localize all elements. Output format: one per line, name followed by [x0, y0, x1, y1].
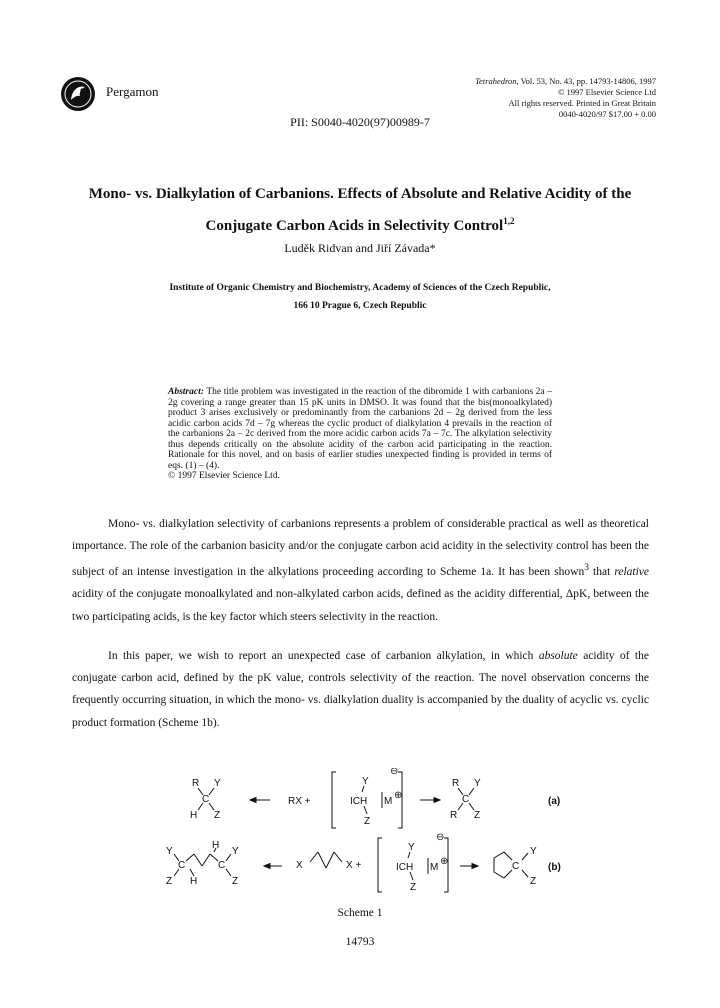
- svg-text:H: H: [190, 876, 198, 887]
- svg-text:(a): (a): [548, 796, 561, 807]
- svg-text:⊕: ⊕: [440, 856, 449, 867]
- abstract-label: Abstract:: [168, 387, 204, 397]
- scheme-1-diagram: [150, 768, 590, 898]
- svg-text:C: C: [462, 794, 470, 805]
- svg-text:M: M: [430, 862, 439, 873]
- svg-text:Z: Z: [474, 810, 481, 821]
- svg-text:Y: Y: [474, 778, 481, 789]
- svg-text:⊖: ⊖: [436, 832, 445, 843]
- svg-text:R: R: [450, 810, 458, 821]
- svg-text:Z: Z: [232, 876, 239, 887]
- pergamon-logo-icon: [60, 76, 96, 112]
- svg-text:Z: Z: [530, 876, 537, 887]
- svg-text:Y: Y: [214, 778, 221, 789]
- affiliation-line-1: Institute of Organic Chemistry and Biochemistry, Academy of Sciences of the Czech Republic,: [169, 283, 551, 293]
- journal-citation: Tetrahedron, Vol. 53, No. 43, pp. 14793-14806, 1997: [475, 76, 656, 86]
- publisher-name: Pergamon: [106, 84, 159, 99]
- page-number: 14793: [345, 936, 375, 948]
- svg-text:ICH: ICH: [350, 796, 368, 807]
- svg-text:H: H: [190, 810, 198, 821]
- svg-text:⊕: ⊕: [394, 790, 403, 801]
- svg-text:M: M: [384, 796, 393, 807]
- journal-info: [475, 76, 656, 120]
- abstract: [168, 387, 552, 482]
- body-paragraph-1: Mono- vs. dialkylation selectivity of carbanions represents a problem of considerable practical as well as theoretical importance. The role of the carbanion basicity and/or the conjugate carbon acid acidity in the selectivity control has been the subject of an intense investigation in the alkylations proceeding according to Scheme 1a. It has been shown$^3$ that relative acidity of the conjugate monoalkylated and non-alkylated carbon acids, defined as the acidity differential, ΔpK, between the two participating acids, is the key factor which steers selectivity in the reaction.: [72, 518, 650, 623]
- svg-text:C: C: [178, 860, 186, 871]
- svg-text:Y: Y: [166, 846, 173, 857]
- svg-text:H: H: [212, 840, 220, 851]
- svg-text:C: C: [202, 794, 210, 805]
- svg-text:Z: Z: [364, 816, 371, 827]
- scheme-caption: Scheme 1: [337, 907, 383, 919]
- svg-text:R: R: [452, 778, 460, 789]
- title-line-1: Mono- vs. Dialkylation of Carbanions. Effects of Absolute and Relative Acidity of the: [88, 186, 632, 202]
- svg-text:X: X: [296, 860, 303, 871]
- svg-text:Z: Z: [166, 876, 173, 887]
- journal-rights: All rights reserved. Printed in Great Britain: [508, 98, 656, 108]
- svg-text:Y: Y: [232, 846, 239, 857]
- abstract-text: The title problem was investigated in the reaction of the dibromide 1 with carbanions 2a – 2g covering a range greater than 15 pK units in DMSO. It was found that the bis(monoalkylated) product 3 arises exclusively or predominantly from the carbanions 2d – 2g derived from the less acidic carbon acids 7d – 7g whereas the cyclic product of dialkylation 4 prevails in the reaction of the carbanions 2a – 2c derived from the more acidic carbon acids 7a – 7c. The alkylation selectivity thus depends critically on the absolute acidity of the carbon acid participating in the reaction. Rationale for this novel, and on basis of earlier studies unexpected finding is provided in terms of eqs. (1) – (4).: [168, 387, 552, 471]
- svg-text:⊖: ⊖: [390, 768, 399, 777]
- svg-text:Y: Y: [530, 846, 537, 857]
- pii-line: PII: S0040-4020(97)00989-7: [290, 115, 430, 129]
- journal-copyright: © 1997 Elsevier Science Ltd: [557, 87, 656, 97]
- svg-text:(b): (b): [548, 862, 561, 873]
- affiliation-line-2: 166 10 Prague 6, Czech Republic: [293, 301, 427, 311]
- svg-text:Y: Y: [362, 776, 369, 787]
- svg-text:X +: X +: [346, 860, 362, 871]
- title-line-2: Conjugate Carbon Acids in Selectivity Control$^{1,2}$: [205, 216, 515, 234]
- svg-text:C: C: [218, 860, 226, 871]
- svg-text:R: R: [192, 778, 200, 789]
- journal-price: 0040-4020/97 $17.00 + 0.00: [558, 109, 656, 119]
- affiliation: [0, 279, 720, 315]
- body-paragraph-2: In this paper, we wish to report an unexpected case of carbanion alkylation, in which absolute acidity of the conjugate carbon acid, defined by the pK value, controls selectivity of the reaction. The novel observation concerns the frequently occurring situation, in which the mono- vs. dialkylation duality is accompanied by the duality of acyclic vs. cyclic product formation (Scheme 1b).: [72, 650, 649, 729]
- article-title: [80, 181, 640, 240]
- svg-text:Z: Z: [214, 810, 221, 821]
- authors: Luděk Ridvan and Jiří Závada*: [284, 241, 436, 255]
- svg-text:C: C: [512, 861, 520, 872]
- svg-text:Z: Z: [410, 882, 417, 893]
- svg-text:Y: Y: [408, 842, 415, 853]
- svg-text:RX +: RX +: [288, 796, 311, 807]
- abstract-copyright: © 1997 Elsevier Science Ltd.: [168, 471, 280, 481]
- svg-text:ICH: ICH: [396, 862, 414, 873]
